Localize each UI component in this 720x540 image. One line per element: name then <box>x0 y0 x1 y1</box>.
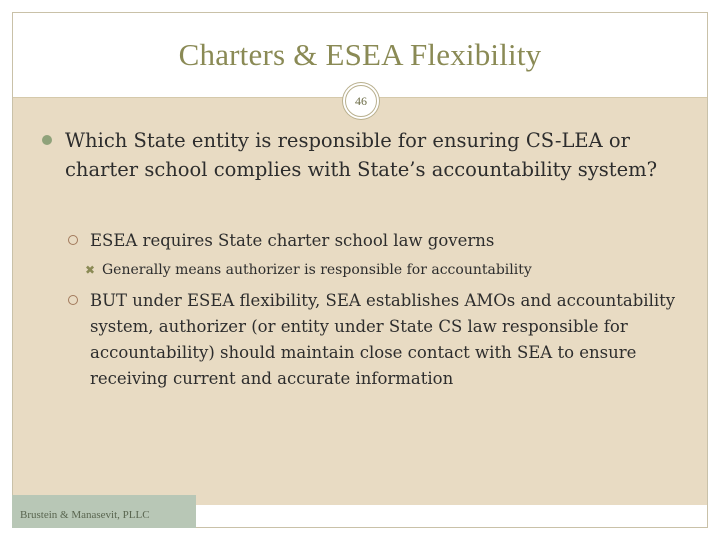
sub-bullet <box>66 228 700 254</box>
footer-text: Brustein & Manasevit, PLLC <box>20 509 150 521</box>
sub-sub-bullet <box>84 260 662 280</box>
slide-title: Charters & ESEA Flexibility <box>178 37 542 72</box>
sub-bullet <box>66 288 700 392</box>
sub-bullet-text: ESEA requires State charter school law governs <box>90 231 495 250</box>
page-number-badge: 46 <box>345 85 377 117</box>
filled-circle-bullet-icon <box>42 135 52 145</box>
sub-sub-bullet-text: Generally means authorizer is responsible for accountability <box>102 262 532 278</box>
cross-bullet-icon: ✖ <box>85 263 96 277</box>
main-bullet <box>40 126 705 184</box>
hollow-circle-bullet-icon <box>68 235 78 245</box>
hollow-circle-bullet-icon <box>68 295 78 305</box>
sub-bullet-text: BUT under ESEA flexibility, SEA establishes AMOs and accountability system, authorizer (or entity under State CS law responsible for accountability) should maintain close contact with SEA to ensure receiving current and accurate information <box>90 291 676 388</box>
main-bullet-text: Which State entity is responsible for ensuring CS-LEA or charter school complies with State’s accountability system? <box>65 129 658 181</box>
